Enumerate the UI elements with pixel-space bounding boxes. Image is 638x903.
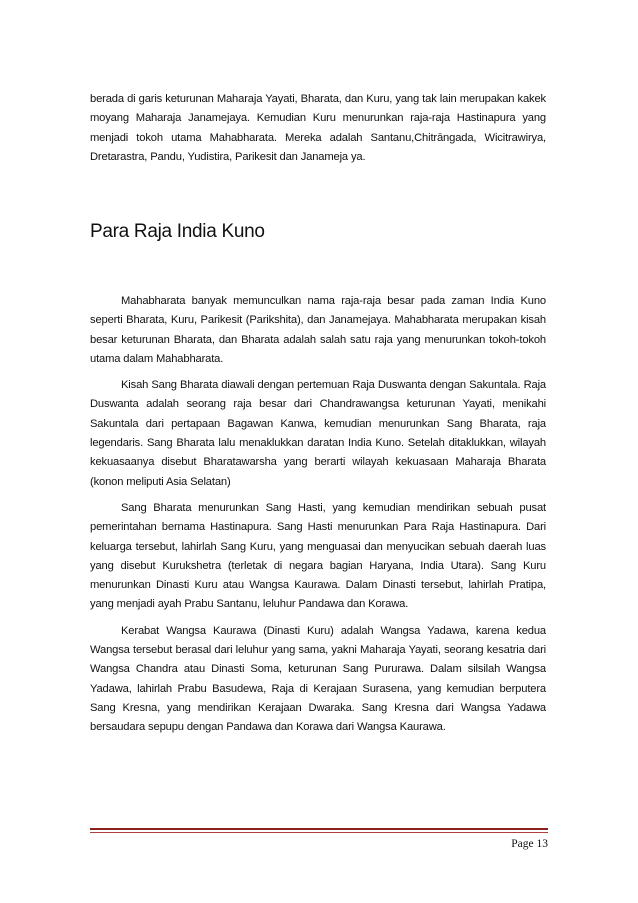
paragraph-3: Sang Bharata menurunkan Sang Hasti, yang kemudian mendirikan sebuah pusat pemerintahan bernama Hastinapura. Sang Hasti menurunkan Para Raja Hastinapura. Dari keluarga tersebut, lahirlah Sang Kuru, yang menguasai dan menyucikan sebuah daerah luas yang disebut Kurukshetra (terletak di negara bagian Haryana, India Utara). Sang Kuru menurunkan Dinasti Kuru atau Wangsa Kaurawa. Dalam Dinasti tersebut, lahirlah Pratipa, yang menjadi ayah Prabu Santanu, leluhur Pandawa dan Korawa.	[90, 501, 546, 611]
footer-rule-thick	[90, 828, 548, 830]
paragraph-1: Mahabharata banyak memunculkan nama raja-raja besar pada zaman India Kuno seperti Bharata, Kuru, Parikesit (Parikshita), dan Janamejaya. Mahabharata merupakan kisah besar keturunan Bharata, dan Bharata adalah salah satu raja yang menurunkan tokoh-tokoh utama dalam Mahabharata.	[90, 295, 546, 365]
intro-paragraph	[90, 90, 546, 167]
section-title: Para Raja India Kuno	[90, 221, 265, 242]
intro-text: berada di garis keturunan Maharaja Yayati, Bharata, dan Kuru, yang tak lain merupakan kakek moyang Maharaja Janamejaya. Kemudian Kuru menurunkan raja-raja Hastinapura yang menjadi tokoh utama Mahabharata. Mereka adalah Santanu,Chitrāngada, Wicitrawirya, Dretarastra, Pandu, Yudistira, Parikesit dan Janameja ya.	[90, 93, 546, 163]
footer-rule-thin	[90, 832, 548, 833]
page-number: Page 13	[511, 838, 548, 850]
paragraph-4: Kerabat Wangsa Kaurawa (Dinasti Kuru) adalah Wangsa Yadawa, karena kedua Wangsa tersebut berasal dari leluhur yang sama, yakni Maharaja Yayati, seorang kesatria dari Wangsa Chandra atau Dinasti Soma, keturunan Sang Pururawa. Dalam silsilah Wangsa Yadawa, lahirlah Prabu Basudewa, Raja di Kerajaan Surasena, yang kemudian berputera Sang Kresna, yang mendirikan Kerajaan Dwaraka. Sang Kresna dari Wangsa Yadawa bersaudara sepupu dengan Pandawa dan Korawa dari Wangsa Kaurawa.	[90, 624, 546, 734]
paragraph-2: Kisah Sang Bharata diawali dengan pertemuan Raja Duswanta dengan Sakuntala. Raja Duswanta adalah seorang raja besar dari Chandrawangsa keturunan Yayati, menikahi Sakuntala dari pertapaan Bagawan Kanwa, kemudian menurunkan Sang Bharata, raja legendaris. Sang Bharata lalu menaklukkan daratan India Kuno. Setelah ditaklukkan, wilayah kekuasaanya disebut Bharatawarsha yang berarti wilayah kekuasaan Maharaja Bharata (konon meliputi Asia Selatan)	[90, 379, 546, 488]
section-body	[90, 292, 546, 745]
